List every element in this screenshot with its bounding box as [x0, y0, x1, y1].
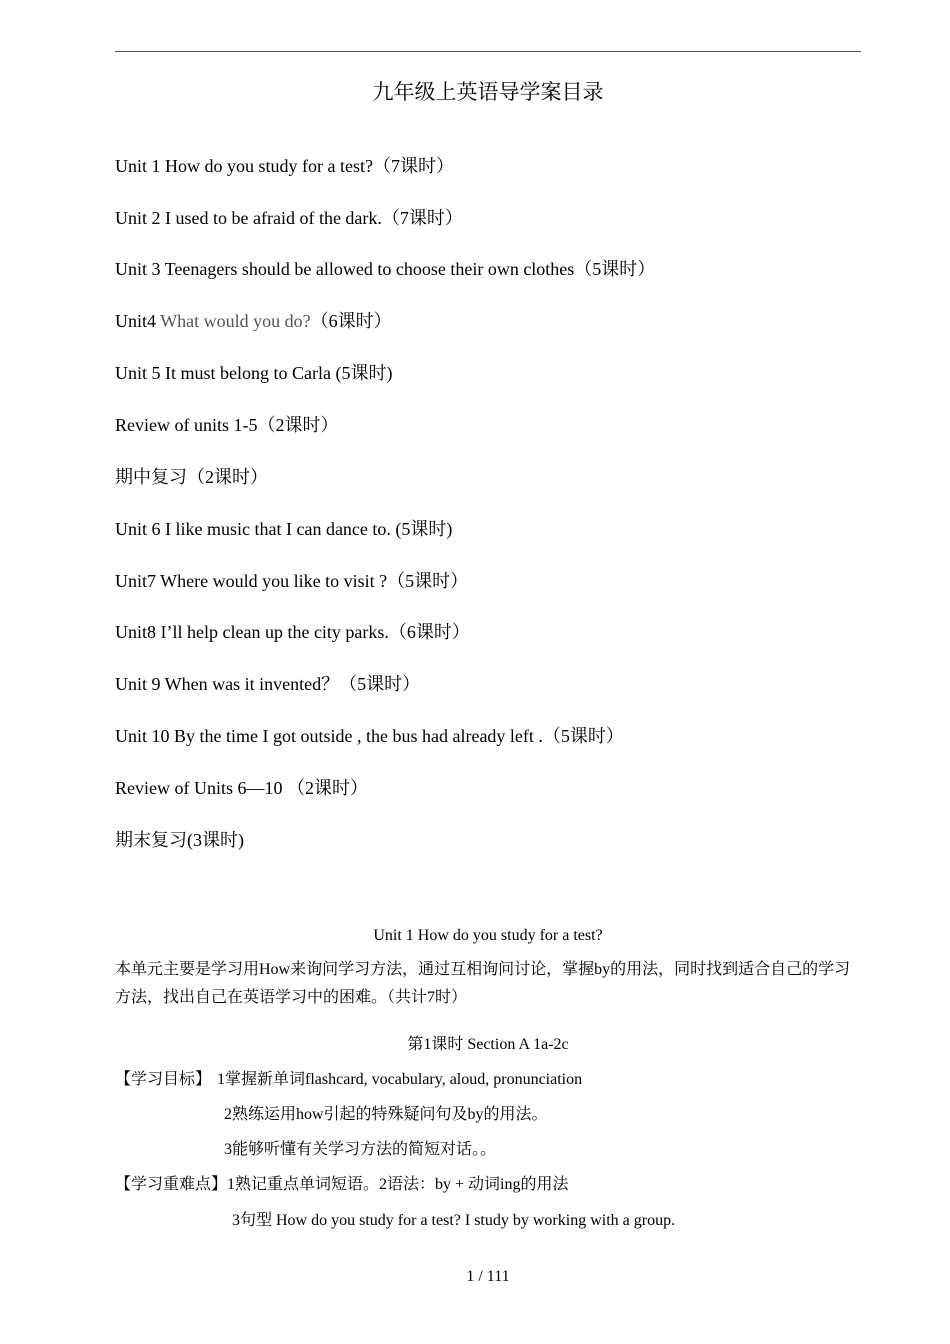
toc-item-final-review: 期末复习(3课时)	[115, 830, 244, 850]
toc-unit4-question: What would you do?	[160, 311, 311, 331]
keypoints-label: 【学习重难点】	[115, 1176, 228, 1193]
toc-unit4-suffix: （6课时）	[310, 311, 392, 331]
keypoints-line-1	[115, 1171, 569, 1194]
page-number: 1 / 111	[466, 1268, 510, 1285]
toc-item-unit5: Unit 5 It must belong to Carla (5课时)	[115, 363, 393, 383]
objectives-label: 【学习目标】	[115, 1071, 212, 1088]
objective-3: 3能够听懂有关学习方法的简短对话。。	[224, 1141, 497, 1158]
toc-item-unit9: Unit 9 When was it invented？（5课时）	[115, 674, 421, 694]
keypoint-1: 1熟记重点单词短语。2语法：by + 动词ing的用法	[227, 1176, 569, 1193]
toc-item-unit2: Unit 2 I used to be afraid of the dark.（7课时）	[115, 208, 463, 228]
document-title: 九年级上英语导学案目录	[372, 80, 604, 104]
objective-2: 2熟练运用how引起的特殊疑问句及by的用法。	[224, 1106, 548, 1123]
toc-item-unit7: Unit7 Where would you like to visit ?（5课时）	[115, 571, 469, 591]
unit1-intro: 本单元主要是学习用How来询问学习方法，通过互相询问讨论，掌握by的用法，同时找到适合自己的学习方法，找出自己在英语学习中的困难。（共计7时）	[115, 961, 851, 1006]
toc-item-unit6: Unit 6 I like music that I can dance to. (5课时)	[115, 519, 453, 539]
toc-item-unit1: Unit 1 How do you study for a test?（7课时）	[115, 156, 454, 176]
toc-item-review-6-10: Review of Units 6—10 （2课时）	[115, 778, 368, 798]
toc-item-midterm-review: 期中复习（2课时）	[115, 467, 268, 487]
unit1-heading: Unit 1 How do you study for a test?	[373, 927, 603, 944]
toc-unit4-prefix: Unit4	[115, 311, 161, 331]
objectives-line-1	[115, 1066, 582, 1089]
header-rule	[115, 51, 861, 52]
toc-item-unit8: Unit8 I’ll help clean up the city parks.（6课时）	[115, 622, 470, 642]
lesson1-heading: 第1课时 Section A 1a-2c	[407, 1036, 569, 1053]
toc-item-review-1-5: Review of units 1-5（2课时）	[115, 415, 339, 435]
toc-item-unit3: Unit 3 Teenagers should be allowed to choose their own clothes（5课时）	[115, 259, 656, 279]
toc-item-unit10: Unit 10 By the time I got outside , the bus had already left .（5课时）	[115, 726, 624, 746]
keypoint-2: 3句型 How do you study for a test? I study by working with a group.	[232, 1212, 676, 1229]
objective-1: 1掌握新单词flashcard, vocabulary, aloud, pronunciation	[217, 1071, 583, 1088]
toc-item-unit4	[115, 307, 392, 333]
